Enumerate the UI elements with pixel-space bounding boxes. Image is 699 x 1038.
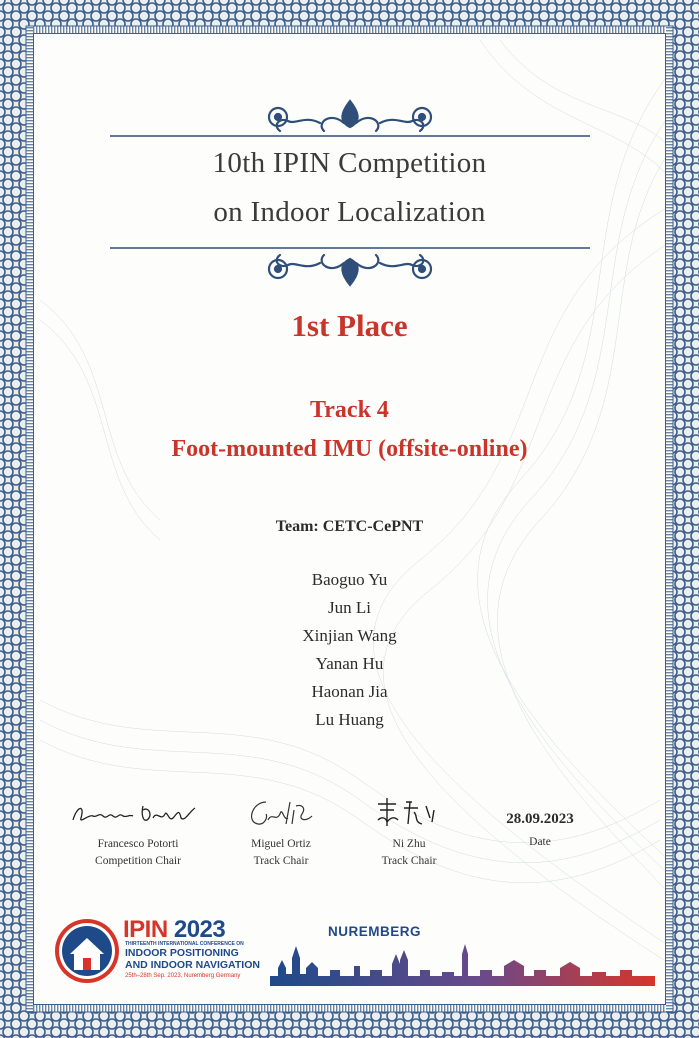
nuremberg-skyline-icon bbox=[270, 940, 655, 986]
track-number: Track 4 bbox=[310, 397, 389, 423]
ipin-prefix: IPIN bbox=[123, 916, 168, 943]
team-member: Xinjian Wang bbox=[302, 626, 397, 645]
ipin-line-1: INDOOR POSITIONING bbox=[125, 947, 239, 959]
team-member: Jun Li bbox=[328, 598, 371, 617]
signer-name: Miguel Ortiz bbox=[251, 838, 311, 850]
bottom-ornament bbox=[110, 243, 590, 293]
top-ornament bbox=[110, 93, 590, 143]
team-name: Team: CETC-CePNT bbox=[275, 518, 424, 535]
signature-image bbox=[334, 792, 484, 832]
award-place: 1st Place bbox=[291, 308, 408, 343]
team-member: Yanan Hu bbox=[315, 654, 384, 673]
ipin-year: 2023 bbox=[173, 916, 226, 943]
award-date: 28.09.2023 bbox=[506, 811, 574, 827]
signer-name: Francesco Potorti bbox=[97, 838, 179, 850]
track-name: Foot-mounted IMU (offsite-online) bbox=[171, 436, 528, 462]
ipin-line-2: AND INDOOR NAVIGATION bbox=[125, 959, 260, 971]
ipin-house-logo-icon bbox=[52, 916, 122, 986]
team-member: Baoguo Yu bbox=[311, 570, 388, 589]
signature-block-zhu bbox=[334, 792, 484, 870]
signature-image bbox=[63, 792, 213, 832]
team-member: Haonan Jia bbox=[311, 682, 388, 701]
signer-role: Track Chair bbox=[381, 855, 437, 867]
team-members-list bbox=[0, 566, 699, 734]
signer-name: Ni Zhu bbox=[392, 838, 426, 850]
title-line-2: on Indoor Localization bbox=[213, 196, 486, 228]
city-name: NUREMBERG bbox=[328, 924, 422, 939]
ipin-logo-banner bbox=[52, 914, 652, 994]
date-label: Date bbox=[529, 836, 551, 848]
title-line-1: 10th IPIN Competition bbox=[212, 147, 487, 179]
ipin-dates: 25th–28th Sep. 2023, Nuremberg Germany bbox=[125, 973, 241, 979]
date-block bbox=[465, 811, 615, 851]
ipin-subtitle: THIRTEENTH INTERNATIONAL CONFERENCE ON bbox=[125, 941, 244, 947]
ipin-title bbox=[123, 916, 225, 944]
signer-role: Competition Chair bbox=[95, 855, 181, 867]
signer-role: Track Chair bbox=[253, 855, 309, 867]
team-member: Lu Huang bbox=[315, 710, 384, 729]
signature-block-potorti bbox=[63, 792, 213, 870]
